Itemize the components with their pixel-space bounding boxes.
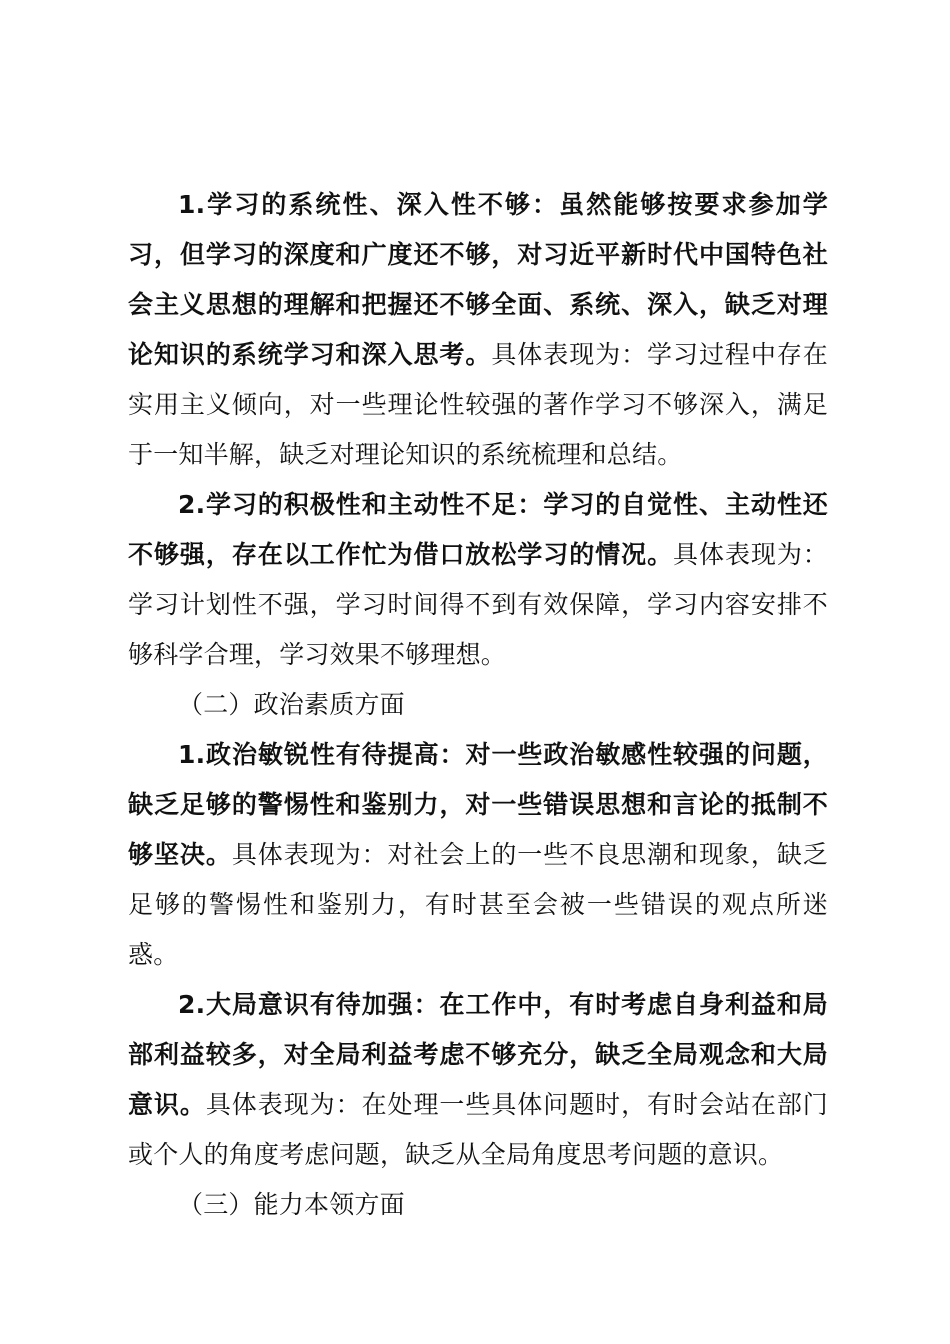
paragraph-political-sensitivity <box>128 730 828 980</box>
paragraph-study-initiative <box>128 480 828 680</box>
paragraph-detail: 具体表现为：在处理一些具体问题时，有时会站在部门或个人的角度考虑问题，缺乏从全局角度思考问题的意识。 <box>128 1090 828 1169</box>
paragraph-overall-awareness <box>128 980 828 1180</box>
section-heading-political-quality: （二）政治素质方面 <box>178 690 405 719</box>
paragraph-bold-lead: 2.学习的积极性和主动性不足：学习的自觉性、主动性还不够强，存在以工作忙为借口放松学习的情况。 <box>128 490 828 569</box>
section-heading-ability: （三）能力本领方面 <box>178 1190 405 1219</box>
paragraph-bold-lead: 1.学习的系统性、深入性不够：虽然能够按要求参加学习，但学习的深度和广度还不够，对习近平新时代中国特色社会主义思想的理解和把握还不够全面、系统、深入，缺乏对理论知识的系统学习和深入思考。 <box>128 190 828 369</box>
paragraph-bold-lead: 1.政治敏锐性有待提高：对一些政治敏感性较强的问题，缺乏足够的警惕性和鉴别力，对一些错误思想和言论的抵制不够坚决。 <box>128 740 828 869</box>
paragraph-detail: 具体表现为：对社会上的一些不良思潮和现象，缺乏足够的警惕性和鉴别力，有时甚至会被一些错误的观点所迷惑。 <box>128 840 828 969</box>
paragraph-detail: 具体表现为：学习过程中存在实用主义倾向，对一些理论性较强的著作学习不够深入，满足于一知半解，缺乏对理论知识的系统梳理和总结。 <box>128 340 828 469</box>
document-body <box>128 180 828 1230</box>
paragraph-study-systematic <box>128 180 828 480</box>
paragraph-bold-lead: 2.大局意识有待加强：在工作中，有时考虑自身利益和局部利益较多，对全局利益考虑不够充分，缺乏全局观念和大局意识。 <box>128 990 828 1119</box>
paragraph-detail: 具体表现为：学习计划性不强，学习时间得不到有效保障，学习内容安排不够科学合理，学习效果不够理想。 <box>128 540 828 669</box>
